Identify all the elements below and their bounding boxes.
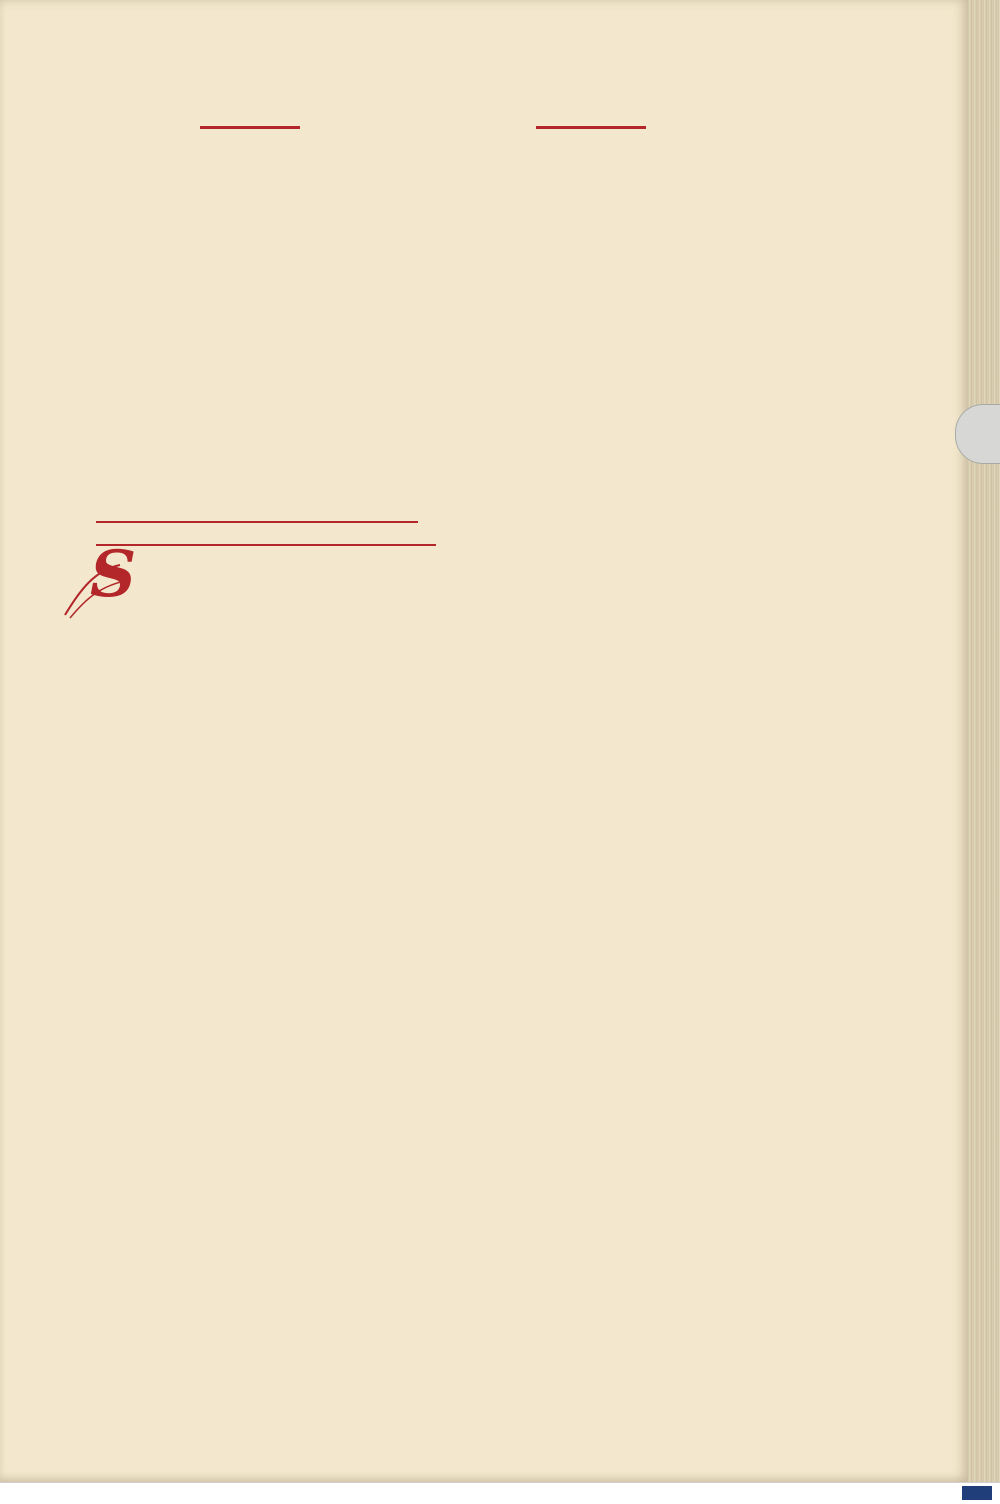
rubric-underline [96, 521, 418, 523]
text-line [92, 424, 422, 446]
text-line [92, 272, 422, 294]
text-line [92, 719, 422, 741]
text-line [92, 164, 422, 186]
text-line [92, 1066, 422, 1088]
text-line [92, 1000, 422, 1022]
text-line [92, 762, 422, 784]
text-line [92, 653, 422, 675]
text-line [92, 1044, 422, 1066]
text-line [92, 207, 422, 229]
rubric-line [100, 499, 422, 522]
drop-cap-initial: S [90, 537, 137, 612]
text-line [92, 316, 422, 338]
text-line [92, 1239, 422, 1261]
text-line [92, 337, 422, 359]
text-line [92, 1304, 422, 1326]
text-line [92, 957, 422, 979]
text-line [92, 675, 422, 697]
text-line [92, 142, 422, 164]
text-line [92, 1131, 422, 1153]
initial-flourish [60, 560, 150, 620]
text-line [92, 1152, 422, 1174]
text-line [92, 784, 422, 806]
rubric-line [100, 522, 422, 545]
text-line [92, 1217, 422, 1239]
text-line [92, 381, 422, 403]
text-line [92, 632, 422, 654]
text-line [92, 935, 422, 957]
left-column-bottom [90, 537, 422, 1326]
text-line [92, 892, 422, 914]
text-line [92, 1174, 422, 1196]
running-head-underline [536, 126, 646, 129]
text-line [92, 1087, 422, 1109]
text-line [92, 697, 422, 719]
text-line [92, 250, 422, 272]
text-line [92, 294, 422, 316]
text-line [92, 185, 422, 207]
text-line [92, 229, 422, 251]
text-line [92, 1282, 422, 1304]
text-line [92, 979, 422, 1001]
left-column-top [92, 142, 422, 554]
text-line [92, 870, 422, 892]
page-edge [968, 0, 1000, 1482]
credit-bar [0, 1482, 1000, 1504]
text-line [92, 446, 422, 468]
text-line [92, 1261, 422, 1283]
text-line [92, 914, 422, 936]
text-line [92, 467, 422, 489]
running-head-underline [200, 126, 300, 129]
text-line [92, 805, 422, 827]
text-line [92, 1022, 422, 1044]
page-clip [955, 404, 1000, 464]
text-line [92, 740, 422, 762]
text-line [92, 1196, 422, 1218]
text-line [92, 849, 422, 871]
text-line [92, 359, 422, 381]
text-line [92, 1109, 422, 1131]
dfg-logo-icon [962, 1486, 992, 1500]
text-line [92, 402, 422, 424]
text-line [92, 827, 422, 849]
